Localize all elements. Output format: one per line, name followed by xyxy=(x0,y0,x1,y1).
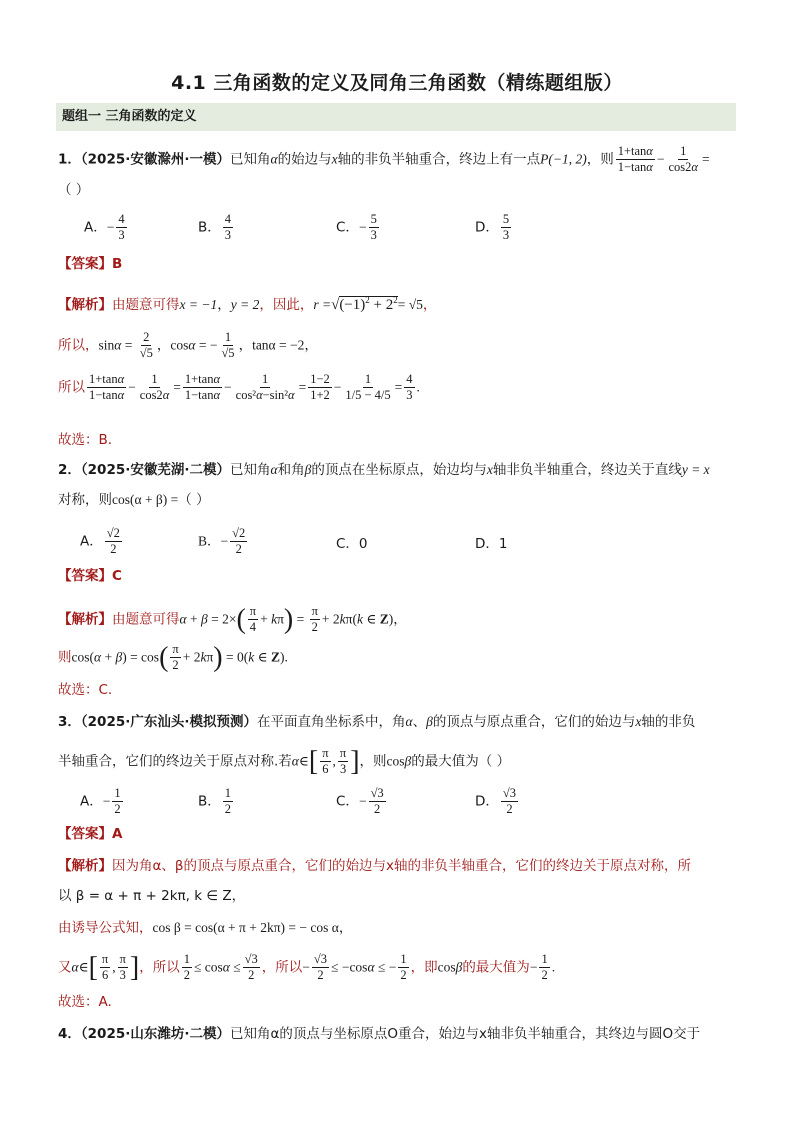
q3-stem-line2: 半轴重合，它们的终边关于原点对称.若α∈[ $\frac{\pi}{6}$ , $\frac{\pi}{3}$ ]，则cosβ的最大值为（ ） xyxy=(58,745,511,777)
q3-option-d[interactable]: D． $\frac{√3}{2}$ xyxy=(475,786,517,816)
q2-option-a[interactable]: A． $\frac{√2}{2}$ xyxy=(80,526,120,556)
page-title: 4.1 三角函数的定义及同角三角函数（精练题组版） xyxy=(171,72,623,94)
q1-choose: 故选：B. xyxy=(58,432,113,448)
q1-solution-line2: 所以，sinα = $\frac{2}{√5}$ ，cosα = − $\frac{1}{√5}$ ，tanα = −2， xyxy=(58,330,318,360)
q1-option-b[interactable]: B． $\frac{4}{3}$ xyxy=(198,212,232,242)
q2-option-b[interactable]: B．− $\frac{√2}{2}$ xyxy=(198,526,246,556)
q1-point: P(−1, 2) xyxy=(540,151,587,167)
q2-stem-line2: 对称，则cos(α + β) =（ ） xyxy=(58,492,210,508)
group-header: 题组一 三角函数的定义 xyxy=(56,103,736,131)
q1-number: 1． xyxy=(58,151,81,168)
q1-option-a[interactable]: A．− $\frac{4}{3}$ xyxy=(84,212,125,242)
q3-solution-line3: 由诱导公式知，cos β = cos(α + π + 2kπ) = − cos α， xyxy=(58,920,353,936)
q3-option-b[interactable]: B． $\frac{1}{2}$ xyxy=(198,786,232,816)
q2-stem-line1: 2．（2025·安徽芜湖·二模）已知角α和角β的顶点在坐标原点，始边均与x轴非负半轴重合，终边关于直线y = x xyxy=(58,462,710,478)
q1-option-d[interactable]: D． $\frac{5}{3}$ xyxy=(475,212,510,242)
q1-solution-line3: 所以 $\frac{1+\tan\alpha}{1-\tan\alpha}$ − $\frac{1}{\cos 2\alpha}$ = $\frac{1+\tan\alpha}{1-\tan\alpha}$ − $\frac{1}{\text{cos²α−sin²α}}$ = $\frac{1-2}{1+2}$ − $\frac{1}{1/5 - 4/5}$ = $\frac{4}{3}$ . xyxy=(58,372,420,402)
q2-solution-line2: 则cos(α + β) = cos( $\frac{\pi}{2}$ + 2kπ) = 0(k ∈ Z). xyxy=(58,641,288,673)
q3-option-c[interactable]: C．− $\frac{√3}{2}$ xyxy=(336,786,384,816)
q3-stem-line1: 3．（2025·广东汕头·模拟预测）在平面直角坐标系中，角α、β的顶点与原点重合，它们的始边与x轴的非负 xyxy=(58,714,696,730)
q2-solution-line1: 【解析】由题意可得α + β = 2×( $\frac{\pi}{4}$ + kπ) = $\frac{\pi}{2}$ + 2kπ(k ∈ Z)， xyxy=(58,603,407,635)
q1-paren: （ ） xyxy=(58,182,90,198)
q2-choose: 故选：C. xyxy=(58,682,113,698)
q2-answer: 【答案】C xyxy=(58,568,122,584)
q2-option-c[interactable]: C．0 xyxy=(336,536,368,552)
q4-stem: 4．（2025·山东潍坊·二模）已知角α的顶点与坐标原点O重合，始边与x轴非负半轴重合，其终边与圆O交于 xyxy=(58,1026,701,1042)
q1-solution-line1: 【解析】由题意可得x = −1，y = 2，因此，$r =√(-1)^2 + 2^2= √5$， xyxy=(58,295,437,313)
q3-solution-line2: 以 β = α + π + 2kπ, k ∈ Z， xyxy=(58,888,246,904)
q1-option-c[interactable]: C．− $\frac{5}{3}$ xyxy=(336,212,377,242)
q3-choose: 故选：A. xyxy=(58,994,112,1010)
q3-solution-line1: 【解析】因为角α、β的顶点与原点重合，它们的始边与x轴的非负半轴重合，它们的终边关于原点对称，所 xyxy=(58,858,692,874)
q1-stem: 1．（2025·安徽滁州·一模）已知角α的始边与x轴的非负半轴重合，终边上有一点P(−1, 2)，则 $\frac{1+\tan\alpha}{1-\tan\alpha}$ − $\frac{1}{\cos 2\alpha}$ = xyxy=(58,144,710,174)
q1-source: （2025·安徽滁州·一模） xyxy=(80,151,230,168)
q2-option-d[interactable]: D．1 xyxy=(475,536,508,552)
q3-option-a[interactable]: A．− $\frac{1}{2}$ xyxy=(80,786,121,816)
q3-solution-line4: 又α∈[ $\frac{\pi}{6}$ , $\frac{\pi}{3}$ ]，所以 $\frac{1}{2}$ ≤ cosα ≤ $\frac{√3}{2}$ ，所以− $\frac{√3}{2}$ ≤ −cosα ≤ − $\frac{1}{2}$ ，即cosβ的最大值为− $\frac{1}{2}$ . xyxy=(58,951,556,983)
q1-answer: 【答案】B xyxy=(58,256,123,272)
q3-answer: 【答案】A xyxy=(58,826,123,842)
